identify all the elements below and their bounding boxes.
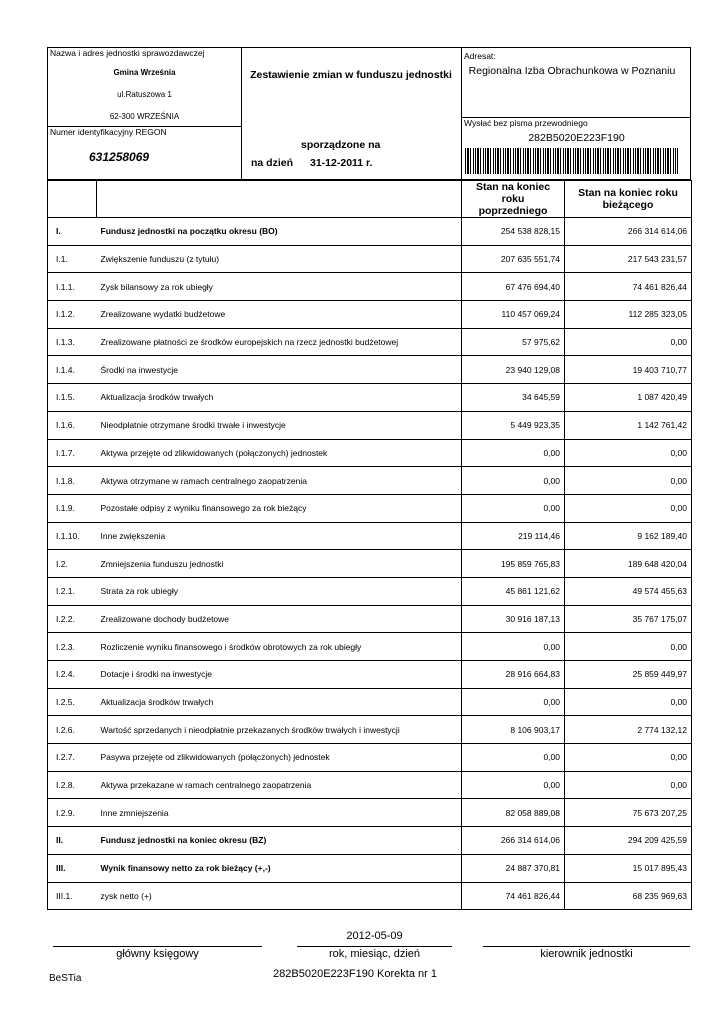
row-lp: I.1.9. (48, 494, 97, 522)
row-curr-value: 0,00 (565, 633, 692, 661)
row-prev-value: 0,00 (462, 771, 565, 799)
row-prev-value: 0,00 (462, 688, 565, 716)
row-lp: I.2.7. (48, 744, 97, 772)
row-name: Inne zwiększenia (97, 522, 462, 550)
row-curr-value: 266 314 614,06 (565, 218, 692, 246)
row-lp: I.2.6. (48, 716, 97, 744)
correction-label: 282B5020E223F190 Korekta nr 1 (273, 968, 437, 980)
table-row (48, 716, 692, 744)
software-label: BeSTia (49, 973, 82, 984)
row-name: Zrealizowane płatności ze środków europejskich na rzecz jednostki budżetowej (97, 328, 462, 356)
row-name: Aktualizacja środków trwałych (97, 384, 462, 412)
row-curr-value: 35 767 175,07 (565, 605, 692, 633)
row-name: Fundusz jednostki na koniec okresu (BZ) (97, 827, 462, 855)
row-name: Wynik finansowy netto za rok bieżący (+,-) (97, 854, 462, 882)
table-row (48, 522, 692, 550)
table-row (48, 218, 692, 246)
table-row (48, 771, 692, 799)
row-name: Fundusz jednostki na początku okresu (BO) (97, 218, 462, 246)
row-curr-value: 0,00 (565, 467, 692, 495)
signature-line-head (483, 946, 690, 947)
row-curr-value: 9 162 189,40 (565, 522, 692, 550)
row-curr-value: 2 774 132,12 (565, 716, 692, 744)
table-row (48, 661, 692, 689)
row-prev-value: 74 461 826,44 (462, 882, 565, 910)
row-name: Strata za rok ubiegły (97, 577, 462, 605)
header-curr-year: Stan na koniec roku bieżącego (565, 181, 692, 218)
table-row (48, 577, 692, 605)
row-lp: I.2.2. (48, 605, 97, 633)
row-curr-value: 1 087 420,49 (565, 384, 692, 412)
header-divider-left (241, 48, 242, 179)
row-name: Inne zmniejszenia (97, 799, 462, 827)
row-lp: III.1. (48, 882, 97, 910)
row-prev-value: 207 635 551,74 (462, 245, 565, 273)
row-prev-value: 0,00 (462, 467, 565, 495)
row-lp: I.1.2. (48, 301, 97, 329)
row-lp: I.2.4. (48, 661, 97, 689)
entity-label: Nazwa i adres jednostki sprawozdawczej (50, 48, 205, 58)
row-prev-value: 0,00 (462, 439, 565, 467)
table-header-row (48, 181, 692, 218)
row-curr-value: 217 543 231,57 (565, 245, 692, 273)
entity-name: Gmina Września (113, 68, 176, 77)
row-prev-value: 195 859 765,83 (462, 550, 565, 578)
signature-line-date (297, 946, 452, 947)
row-prev-value: 254 538 828,15 (462, 218, 565, 246)
header-lp-cell (48, 181, 97, 218)
header-name-cell (97, 181, 462, 218)
row-curr-value: 19 403 710,77 (565, 356, 692, 384)
table-row (48, 605, 692, 633)
row-name: Pasywa przejęte od zlikwidowanych (połączonych) jednostek (97, 744, 462, 772)
row-name: Aktywa przejęte od zlikwidowanych (połączonych) jednostek (97, 439, 462, 467)
row-lp: I.1.5. (48, 384, 97, 412)
row-name: Zysk bilansowy za rok ubiegły (97, 273, 462, 301)
row-name: Zrealizowane dochody budżetowe (97, 605, 462, 633)
row-curr-value: 0,00 (565, 688, 692, 716)
row-curr-value: 15 017 895,43 (565, 854, 692, 882)
row-curr-value: 0,00 (565, 744, 692, 772)
row-lp: I.2.9. (48, 799, 97, 827)
addressee-label: Adresat: (464, 51, 496, 61)
report-date: 31-12-2011 r. (310, 157, 373, 169)
table-row (48, 356, 692, 384)
row-prev-value: 28 916 664,83 (462, 661, 565, 689)
row-lp: I.1. (48, 245, 97, 273)
row-lp: I. (48, 218, 97, 246)
signature-date: 2012-05-09 (346, 930, 403, 942)
row-prev-value: 30 916 187,13 (462, 605, 565, 633)
row-name: Zwiększenie funduszu (z tytułu) (97, 245, 462, 273)
row-curr-value: 189 648 420,04 (565, 550, 692, 578)
table-row (48, 411, 692, 439)
signature-line-accountant (53, 946, 262, 947)
entity-street: ul.Ratuszowa 1 (117, 90, 172, 99)
row-name: Zmniejszenia funduszu jednostki (97, 550, 462, 578)
row-lp: I.2.1. (48, 577, 97, 605)
row-curr-value: 74 461 826,44 (565, 273, 692, 301)
row-lp: I.1.10. (48, 522, 97, 550)
document-code: 282B5020E223F190 (528, 132, 625, 144)
row-curr-value: 75 673 207,25 (565, 799, 692, 827)
table-row (48, 273, 692, 301)
date-label: na dzień (251, 157, 294, 169)
row-name: Aktywa otrzymane w ramach centralnego zaopatrzenia (97, 467, 462, 495)
row-lp: III. (48, 854, 97, 882)
sent-without-letter-label: Wysłać bez pisma przewodniego (464, 118, 588, 128)
row-name: Zrealizowane wydatki budżetowe (97, 301, 462, 329)
row-curr-value: 1 142 761,42 (565, 411, 692, 439)
regon-number: 631258069 (89, 150, 150, 164)
row-prev-value: 219 114,46 (462, 522, 565, 550)
row-name: Aktywa przekazane w ramach centralnego zaopatrzenia (97, 771, 462, 799)
row-lp: I.2.5. (48, 688, 97, 716)
row-name: Wartość sprzedanych i nieodpłatnie przekazanych środków trwałych i inwestycji (97, 716, 462, 744)
prepared-label: sporządzone na (301, 139, 381, 151)
row-curr-value: 0,00 (565, 494, 692, 522)
table-row (48, 328, 692, 356)
row-prev-value: 8 106 903,17 (462, 716, 565, 744)
table-row (48, 439, 692, 467)
addressee-name: Regionalna Izba Obrachunkowa w Poznaniu (468, 65, 676, 77)
row-prev-value: 266 314 614,06 (462, 827, 565, 855)
header-divider-right (461, 48, 462, 179)
row-name: Aktualizacja środków trwałych (97, 688, 462, 716)
row-prev-value: 34 645,59 (462, 384, 565, 412)
row-lp: II. (48, 827, 97, 855)
row-curr-value: 49 574 455,63 (565, 577, 692, 605)
table-row (48, 633, 692, 661)
table-row (48, 744, 692, 772)
table-row (48, 301, 692, 329)
barcode-image (465, 148, 678, 174)
table-row (48, 494, 692, 522)
row-lp: I.2.8. (48, 771, 97, 799)
row-lp: I.1.3. (48, 328, 97, 356)
row-lp: I.1.4. (48, 356, 97, 384)
table-row (48, 854, 692, 882)
row-curr-value: 25 859 449,97 (565, 661, 692, 689)
table-row (48, 245, 692, 273)
table-row (48, 384, 692, 412)
date-caption: rok, miesiąc, dzień (328, 948, 421, 960)
regon-label: Numer identyfikacyjny REGON (50, 127, 167, 137)
row-name: Środki na inwestycje (97, 356, 462, 384)
row-prev-value: 5 449 923,35 (462, 411, 565, 439)
row-curr-value: 0,00 (565, 328, 692, 356)
table-row (48, 799, 692, 827)
table-row (48, 688, 692, 716)
row-curr-value: 294 209 425,59 (565, 827, 692, 855)
row-prev-value: 24 887 370,81 (462, 854, 565, 882)
row-lp: I.1.6. (48, 411, 97, 439)
row-curr-value: 112 285 323,05 (565, 301, 692, 329)
row-prev-value: 82 058 889,08 (462, 799, 565, 827)
row-name: Rozliczenie wyniku finansowego i środków obrotowych za rok ubiegły (97, 633, 462, 661)
row-prev-value: 45 861 121,62 (462, 577, 565, 605)
row-name: Dotacje i środki na inwestycje (97, 661, 462, 689)
table-row (48, 550, 692, 578)
row-lp: I.1.1. (48, 273, 97, 301)
row-prev-value: 57 975,62 (462, 328, 565, 356)
table-row (48, 827, 692, 855)
row-prev-value: 23 940 129,08 (462, 356, 565, 384)
row-prev-value: 110 457 069,24 (462, 301, 565, 329)
row-lp: I.2. (48, 550, 97, 578)
entity-city: 62-300 WRZEŚNIA (109, 112, 180, 121)
row-name: Pozostałe odpisy z wyniku finansowego za rok bieżący (97, 494, 462, 522)
row-curr-value: 0,00 (565, 771, 692, 799)
row-lp: I.1.7. (48, 439, 97, 467)
head-of-unit-caption: kierownik jednostki (540, 948, 633, 960)
row-name: zysk netto (+) (97, 882, 462, 910)
row-lp: I.2.3. (48, 633, 97, 661)
row-curr-value: 68 235 969,63 (565, 882, 692, 910)
table-row (48, 882, 692, 910)
row-prev-value: 0,00 (462, 494, 565, 522)
table-row (48, 467, 692, 495)
row-lp: I.1.8. (48, 467, 97, 495)
row-curr-value: 0,00 (565, 439, 692, 467)
row-prev-value: 0,00 (462, 744, 565, 772)
fund-changes-table (47, 180, 692, 910)
header-prev-year: Stan na koniec roku poprzedniego (462, 181, 565, 218)
chief-accountant-caption: główny księgowy (116, 948, 199, 960)
row-prev-value: 0,00 (462, 633, 565, 661)
row-name: Nieodpłatnie otrzymane środki trwałe i inwestycje (97, 411, 462, 439)
document-title: Zestawienie zmian w funduszu jednostki (250, 69, 452, 81)
row-prev-value: 67 476 694,40 (462, 273, 565, 301)
